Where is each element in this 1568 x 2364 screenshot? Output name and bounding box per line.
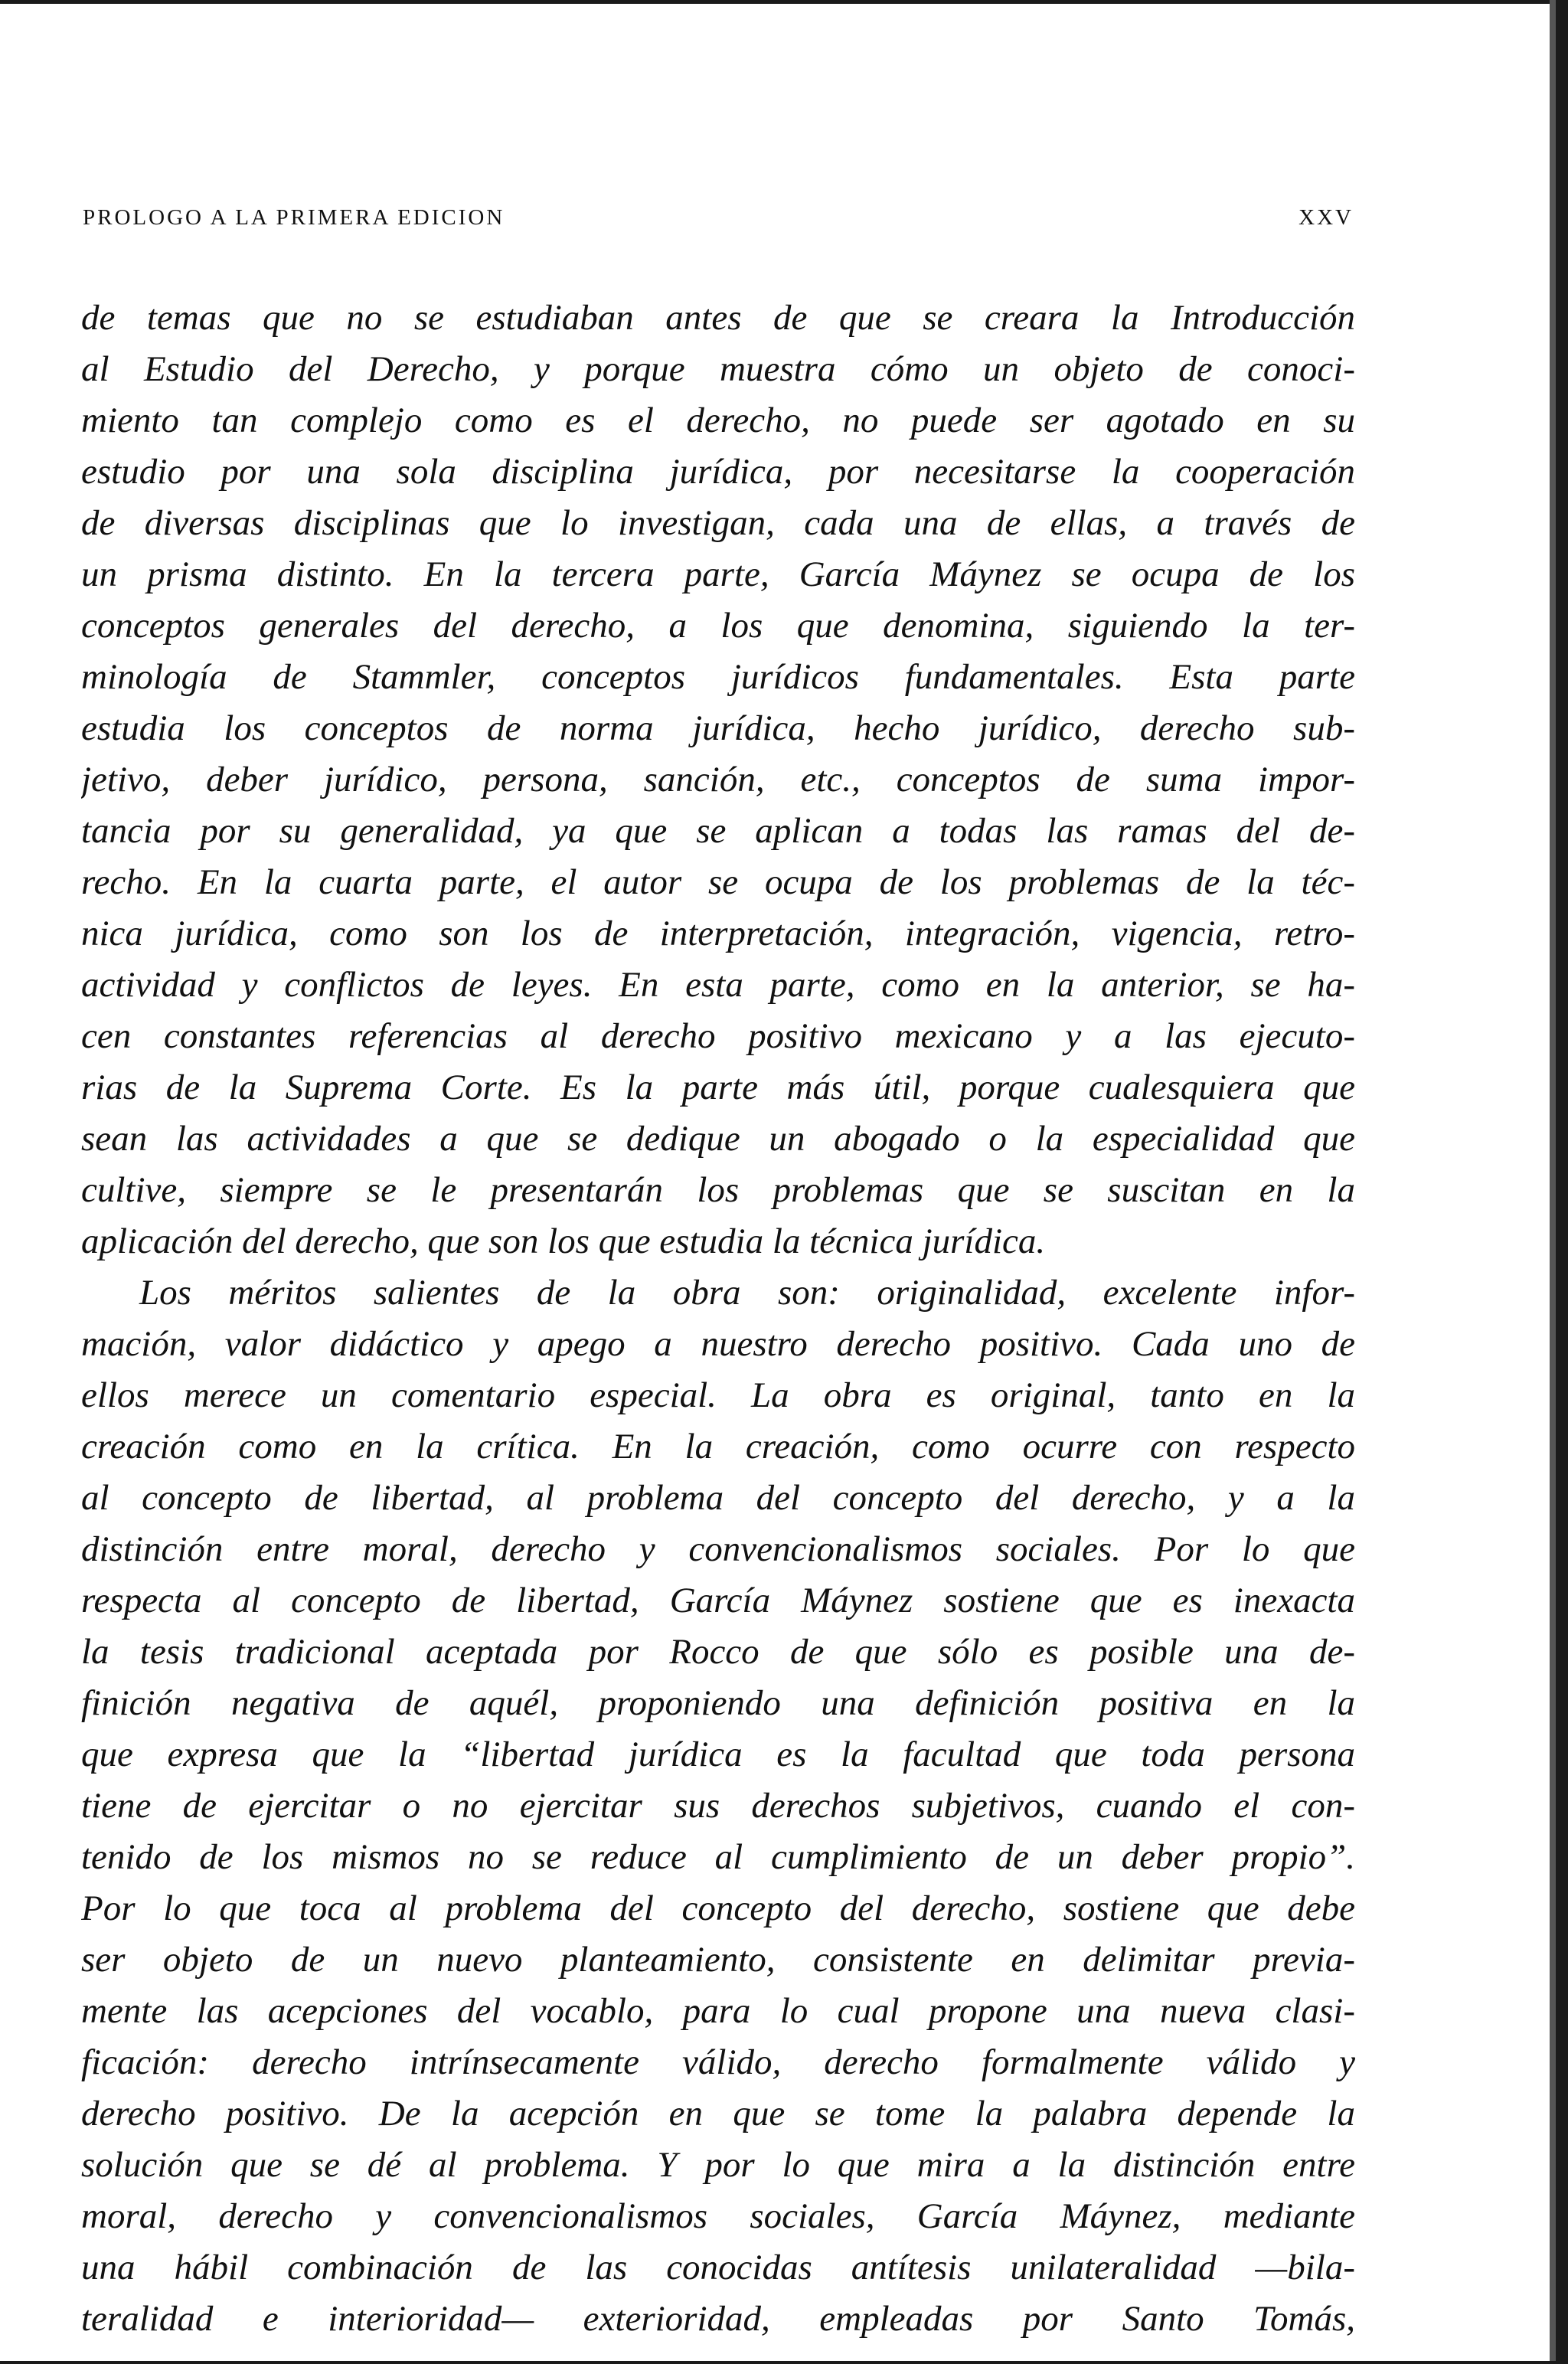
text-line: actividad y conflictos de leyes. En esta parte, como en la anterior, se ha- [81, 965, 1355, 1005]
paragraph-start-line: Los méritos salientes de la obra son: originalidad, excelente infor- [139, 1273, 1355, 1313]
text-line: estudia los conceptos de norma jurídica, hecho jurídico, derecho sub- [81, 708, 1355, 748]
text-line: estudio por una sola disciplina jurídica, por necesitarse la cooperación [81, 452, 1355, 492]
text-line: tenido de los mismos no se reduce al cumplimiento de un deber propio”. [81, 1837, 1355, 1877]
text-line: ellos merece un comentario especial. La obra es original, tanto en la [81, 1375, 1355, 1415]
text-line: sean las actividades a que se dedique un abogado o la especialidad que [81, 1119, 1355, 1159]
text-line: al concepto de libertad, al problema del concepto del derecho, y a la [81, 1478, 1355, 1518]
text-line: al Estudio del Derecho, y porque muestra cómo un objeto de conoci- [81, 349, 1355, 389]
running-head [83, 205, 1354, 236]
page-right-edge [1556, 0, 1568, 2364]
text-line: conceptos generales del derecho, a los que denomina, siguiendo la ter- [81, 606, 1355, 646]
text-line: distinción entre moral, derecho y convencionalismos sociales. Por lo que [81, 1529, 1355, 1569]
text-line: de temas que no se estudiaban antes de que se creara la Introducción [81, 298, 1355, 338]
text-line: teralidad e interioridad— exterioridad, empleadas por Santo Tomás, [81, 2299, 1355, 2339]
text-line: jetivo, deber jurídico, persona, sanción, etc., conceptos de suma impor- [81, 760, 1355, 799]
text-line: un prisma distinto. En la tercera parte, García Máynez se ocupa de los [81, 554, 1355, 594]
text-line: de diversas disciplinas que lo investigan, cada una de ellas, a través de [81, 503, 1355, 543]
paragraph-end-line: aplicación del derecho, que son los que estudia la técnica jurídica. [81, 1221, 1046, 1261]
text-line: mación, valor didáctico y apego a nuestro derecho positivo. Cada uno de [81, 1324, 1355, 1364]
running-head-title: PROLOGO A LA PRIMERA EDICION [83, 205, 505, 230]
text-line: que expresa que la “libertad jurídica es la facultad que toda persona [81, 1735, 1355, 1774]
page-right-shadow [1550, 0, 1556, 2364]
text-line: rias de la Suprema Corte. Es la parte más útil, porque cualesquiera que [81, 1068, 1355, 1107]
page-bottom-edge [0, 2361, 1568, 2364]
text-line: cen constantes referencias al derecho positivo mexicano y a las ejecuto- [81, 1016, 1355, 1056]
text-line: minología de Stammler, conceptos jurídicos fundamentales. Esta parte [81, 657, 1355, 697]
text-line: miento tan complejo como es el derecho, no puede ser agotado en su [81, 401, 1355, 440]
text-line: mente las acepciones del vocablo, para lo cual propone una nueva clasi- [81, 1991, 1355, 2031]
text-line: solución que se dé al problema. Y por lo que mira a la distinción entre [81, 2145, 1355, 2185]
text-line: Por lo que toca al problema del concepto del derecho, sostiene que debe [81, 1888, 1355, 1928]
text-line: moral, derecho y convencionalismos sociales, García Máynez, mediante [81, 2196, 1355, 2236]
text-line: derecho positivo. De la acepción en que se tome la palabra depende la [81, 2094, 1355, 2133]
text-line: finición negativa de aquél, proponiendo una definición positiva en la [81, 1683, 1355, 1723]
body-text [81, 293, 1355, 2345]
text-line: recho. En la cuarta parte, el autor se ocupa de los problemas de la téc- [81, 862, 1355, 902]
text-line: tancia por su generalidad, ya que se aplican a todas las ramas del de- [81, 811, 1355, 851]
text-line: ser objeto de un nuevo planteamiento, consistente en delimitar previa- [81, 1940, 1355, 1980]
text-line: tiene de ejercitar o no ejercitar sus derechos subjetivos, cuando el con- [81, 1786, 1355, 1826]
text-line: una hábil combinación de las conocidas antítesis unilateralidad —bila- [81, 2248, 1355, 2287]
page-top-edge [0, 0, 1568, 4]
text-line: la tesis tradicional aceptada por Rocco de que sólo es posible una de- [81, 1632, 1355, 1672]
text-line: respecta al concepto de libertad, García Máynez sostiene que es inexacta [81, 1581, 1355, 1620]
text-line: creación como en la crítica. En la creación, como ocurre con respecto [81, 1427, 1355, 1466]
page-number: XXV [1298, 205, 1354, 230]
text-line: ficación: derecho intrínsecamente válido, derecho formalmente válido y [81, 2042, 1355, 2082]
text-line: cultive, siempre se le presentarán los problemas que se suscitan en la [81, 1170, 1355, 1210]
text-line: nica jurídica, como son los de interpretación, integración, vigencia, retro- [81, 914, 1355, 953]
